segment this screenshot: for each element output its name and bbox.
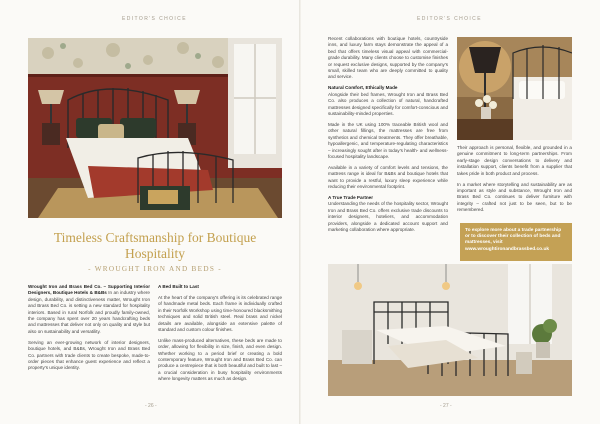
cta-box: To explore more about a trade partnership or to discover their collection of beds and mattresses, visit www.wroughtironandbrassbed.co.uk xyxy=(460,223,572,261)
photo-bedside-lamp xyxy=(457,37,572,140)
section-heading-text: A Bed Built to Last xyxy=(158,284,199,289)
left-column-1 xyxy=(28,284,150,376)
article-title: Timeless Craftsmanship for Boutique Hospitality xyxy=(53,230,257,261)
right-column-1 xyxy=(328,36,448,238)
page-number-left: - 26 - xyxy=(145,403,157,409)
left-column-2 xyxy=(158,284,282,387)
photo-bedroom-red-wall xyxy=(28,38,282,218)
paragraph: Serving an ever-growing network of interior designers, boutique hotels, and B&Bs, Wrought Iron and Brass Bed Co. partners with trade clients to create bespoke, made-to-order pieces that enhance guest experience and reflect a property's unique identity. xyxy=(28,339,150,371)
page-spine xyxy=(299,0,301,424)
paragraph: Understanding the needs of the hospitality sector, Wrought Iron and Brass Bed Co. offers exclusive trade discounts to interior designers, hoteliers, and accommodation providers, alongside a dedicated account support and marketing collaboration where appropriate. xyxy=(328,201,448,232)
article-subtitle: - WROUGHT IRON AND BEDS - xyxy=(88,265,222,273)
lead-text: In an industry where design, durability, and distinctiveness matter, Wrought Iron and Brass Bed Co. is setting a new standard for hospitality interiors. Based in rural Norfolk and proudly family-owned, the company has spent over 20 years handcrafting beds and mattresses that deliver not only on quality and style but also on sustainability and versatility. xyxy=(28,290,150,334)
right-column-2 xyxy=(457,145,572,218)
page-number-right: - 27 - xyxy=(440,403,452,409)
paragraph: Available in a variety of comfort levels and tensions, the mattress range is ideal for B&Bs and boutique hotels that want to provide a restful, luxury sleep experience while reducing their environmental footprint. xyxy=(328,164,448,190)
paragraph: Made in the UK using 100% traceable British wool and other natural fillings, the mattresses are free from synthetics and chemical treatments. They offer breathable, hypoallergenic, and temperature-regulating characteristics – increasingly sought after in today's health- and wellness-focused hospitality landscape. xyxy=(328,121,448,159)
photo-bedroom-white xyxy=(328,264,572,396)
lead-heading: Wrought Iron and Brass Bed Co. – Supporting Interior Designers, Boutique Hotels & B&Bs xyxy=(28,284,150,296)
paragraph: At the heart of the company's offering is its celebrated range of handmade metal beds. Each frame is individually crafted in their Norfolk Workshop using time-honoured blacksmithing techniques and solid British steel. Real brass and nickel details are available, alongside an extensive palette of standard and custom colour finishes. xyxy=(158,294,282,332)
paragraph: Unlike mass-produced alternatives, these beds are made to order, allowing for flexibility in size, finish, and even design. Whether working to a period brief or creating a bold contemporary feature, Wrought Iron and Brass Bed Co. can produce a centrepiece that is both beautiful and built to last – a crucial consideration in busy hospitality environments where longevity matters as much as design. xyxy=(158,337,282,382)
section-heading-text: A True Trade Partner xyxy=(328,194,374,200)
header-right: EDITOR'S CHOICE xyxy=(417,16,482,22)
header-left: EDITOR'S CHOICE xyxy=(122,16,187,22)
paragraph: In a market where storytelling and sustainability are as important as style and substance, Wrought Iron and Brass Bed Co. continues to deliver furniture with integrity – crafted not just to be seen, but to be remembered. xyxy=(457,181,572,213)
section-heading xyxy=(158,284,282,290)
paragraph: Alongside their bed frames, Wrought Iron and Brass Bed Co. also produces a collection of natural, handcrafted mattresses designed specifically for comfort-conscious and sustainability-minded properties. xyxy=(328,91,449,116)
paragraph: Their approach is personal, flexible, and grounded in a genuine commitment to long-term partnerships. From early-stage design conversations to delivery and installation support, clients benefit from a supplier that takes pride in both product and process. xyxy=(457,145,572,176)
paragraph xyxy=(28,284,150,335)
section-heading-text: Natural Comfort, Ethically Made xyxy=(328,85,398,91)
paragraph: Recent collaborations with boutique hotels, countryside inns, and luxury farm stays demonstrate the appeal of a bed that offers timeless visual appeal with commercial-grade durability. Many clients choose to customise finishes or request exclusive designs, supported by the company's small, skilled team who are deeply committed to quality and service. xyxy=(328,36,448,80)
